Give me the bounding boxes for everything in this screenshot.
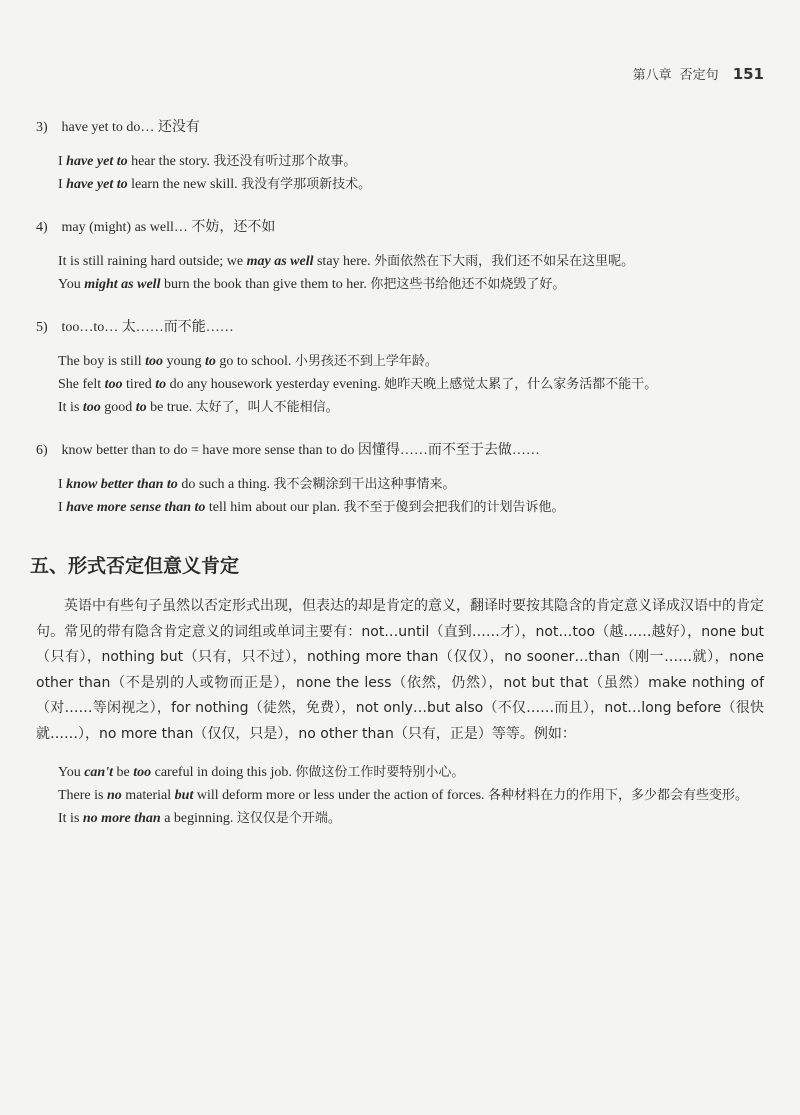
usage-item-heading	[36, 118, 764, 138]
chinese-translation: 太好了，叫人不能相信。	[195, 400, 339, 415]
sentence-text: You	[58, 765, 85, 780]
key-phrase: to	[135, 400, 147, 415]
sentence-text: material	[121, 788, 175, 803]
example-sentence	[58, 373, 764, 396]
sentence-text: She felt	[58, 377, 105, 392]
section-label: 否定句	[679, 68, 719, 83]
sentence-text: It is	[58, 400, 83, 415]
sentence-text: careful in doing this job.	[151, 765, 296, 780]
usage-item-heading	[36, 318, 764, 338]
sentence-text: There is	[58, 788, 107, 803]
chinese-translation: 小男孩还不到上学年龄。	[294, 354, 438, 369]
key-phrase: to	[155, 377, 167, 392]
usage-item-list	[36, 118, 764, 519]
sentence-text: stay here.	[313, 254, 375, 269]
key-phrase: too	[82, 400, 101, 415]
sentence-text: learn the new skill.	[127, 177, 242, 192]
explanation-paragraph: 英语中有些句子虽然以否定形式出现，但表达的却是肯定的意义，翻译时要按其隐含的肯定意义译成汉语中的肯定句。常见的带有隐含肯定意义的词组或单词主要有：not…until（直到……才），not…too（越……越好），none but（只有），nothing but（只有，只不过），nothing more than（仅仅），no sooner…than（刚一……就），none other than（不是别的人或物而正是），none the less（依然，仍然），not but that（虽然）make nothing of（对……等闲视之），for nothing（徒然，免费），not only…but also（不仅……而且），not…long before（很快就……），no more than（仅仅，只是），no other than（只有，正是）等等。例如：	[36, 598, 764, 742]
running-head	[633, 64, 764, 83]
example-sentence	[58, 350, 764, 373]
sentence-text: good	[100, 400, 136, 415]
usage-item	[36, 441, 764, 519]
key-phrase: have more sense than to	[66, 500, 206, 515]
sentence-text: a beginning.	[160, 811, 237, 826]
sentence-text: I	[58, 477, 67, 492]
sentence-text: be	[113, 765, 134, 780]
example-sentence	[58, 784, 764, 807]
sentence-text: go to school.	[215, 354, 295, 369]
item-phrase: may (might) as well… 不妨，还不如	[58, 220, 276, 235]
chinese-translation: 我不会糊涂到干出这种事情来。	[273, 477, 456, 492]
key-phrase: no	[106, 788, 122, 803]
item-phrase: too…to… 太……而不能……	[58, 320, 234, 335]
sentence-text: do such a thing.	[177, 477, 274, 492]
key-phrase: have yet to	[66, 177, 128, 192]
sentence-text: will deform more or less under the action of forces.	[193, 788, 489, 803]
page-content	[30, 118, 764, 830]
example-sentence	[58, 150, 764, 173]
sentence-text: I	[58, 154, 67, 169]
key-phrase: too	[133, 765, 152, 780]
usage-item	[36, 218, 764, 296]
chinese-translation: 这仅仅是个开端。	[236, 811, 341, 826]
item-phrase: have yet to do… 还没有	[58, 120, 200, 135]
chinese-translation: 我还没有听过那个故事。	[213, 154, 357, 169]
key-phrase: too	[145, 354, 164, 369]
key-phrase: too	[104, 377, 123, 392]
example-sentence	[58, 273, 764, 296]
item-number: 3)	[36, 120, 48, 135]
example-sentence	[58, 761, 764, 784]
key-phrase: know better than to	[66, 477, 178, 492]
sentence-text: I	[58, 177, 67, 192]
sentence-text: It is	[58, 811, 83, 826]
section-heading: 五、形式否定但意义肯定	[30, 555, 240, 577]
usage-item-heading	[36, 218, 764, 238]
chapter-label: 第八章	[632, 68, 672, 83]
chinese-translation: 我不至于傻到会把我们的计划告诉他。	[343, 500, 565, 515]
chinese-translation: 你做这份工作时要特别小心。	[295, 765, 465, 780]
chinese-translation: 你把这些书给他还不如烧毁了好。	[370, 277, 566, 292]
example-sentence	[58, 173, 764, 196]
example-sentence	[58, 473, 764, 496]
page-number: 151	[732, 65, 764, 83]
usage-item	[36, 118, 764, 196]
sentence-text: do any housework yesterday evening.	[166, 377, 385, 392]
example-sentence	[58, 396, 764, 419]
chinese-translation: 她昨天晚上感觉太累了，什么家务活都不能干。	[384, 377, 658, 392]
sentence-text: tired	[122, 377, 156, 392]
chinese-translation: 外面依然在下大雨，我们还不如呆在这里呢。	[374, 254, 635, 269]
key-phrase: may as well	[246, 254, 314, 269]
key-phrase: might as well	[84, 277, 161, 292]
final-example-list	[36, 761, 764, 830]
item-number: 4)	[36, 220, 48, 235]
sentence-text: tell him about our plan.	[205, 500, 344, 515]
key-phrase: no more than	[82, 811, 161, 826]
sentence-text: young	[163, 354, 206, 369]
example-sentence	[58, 250, 764, 273]
chinese-translation: 我没有学那项新技术。	[241, 177, 372, 192]
sentence-text: hear the story.	[127, 154, 214, 169]
sentence-text: You	[58, 277, 85, 292]
item-number: 5)	[36, 320, 48, 335]
key-phrase: can't	[84, 765, 113, 780]
chinese-translation: 各种材料在力的作用下，多少都会有些变形。	[488, 788, 749, 803]
sentence-text: The boy is still	[58, 354, 146, 369]
sentence-text: burn the book than give them to her.	[160, 277, 371, 292]
sentence-text: be true.	[146, 400, 196, 415]
item-phrase: know better than to do = have more sense than to do 因懂得……而不至于去做……	[58, 443, 540, 458]
key-phrase: but	[174, 788, 194, 803]
example-sentence	[58, 496, 764, 519]
usage-item	[36, 318, 764, 419]
sentence-text: It is still raining hard outside; we	[58, 254, 247, 269]
usage-item-heading	[36, 441, 764, 461]
sentence-text: I	[58, 500, 67, 515]
key-phrase: have yet to	[66, 154, 128, 169]
item-number: 6)	[36, 443, 48, 458]
example-sentence	[58, 807, 764, 830]
key-phrase: to	[205, 354, 216, 369]
